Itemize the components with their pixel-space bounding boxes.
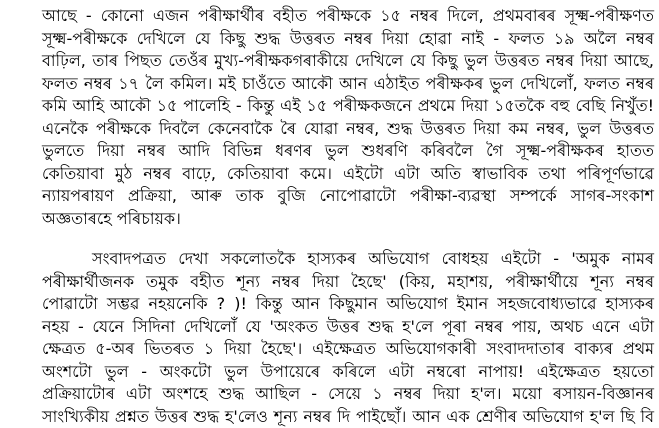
paragraph-1 [42, 5, 654, 230]
text-line: বাঢ়িল, তাৰ পিছত তেওঁৰ মুখ্য-পৰীক্ষকগৰাকীয়ে দেখিলে যে কিছু ভুল উত্তৰত নম্বৰ দিয়া আছে, [42, 51, 654, 70]
text-line: সাংখ্যিকীয় প্ৰশ্নত উত্তৰ শুদ্ধ হ'লেও শূন্য নম্বৰ দি পাইছোঁ। আন এক শ্ৰেণীৰ অভিযোগ হ'ল ছি বি [42, 406, 654, 426]
text-line: অজ্ঞতাৰহে পৰিচায়ক। [42, 208, 181, 228]
text-line: ফলত নম্বৰ ১৭ লৈ কমিল। মই চাওঁতে আকৌ আন এঠাইত পৰীক্ষকৰ ভুল দেখিলোঁ, ফলত নম্বৰ [42, 73, 654, 93]
text-line: ন্যায়পৰায়ণ প্ৰক্ৰিয়া, আৰু তাক বুজি নোপোৱাটো পৰীক্ষা-ব্যৱস্থা সম্পৰ্কে সাগৰ-সংকাশ [42, 186, 654, 205]
text-line: ক্ষেত্ৰত ৫-অৰ ভিতৰত ১ দিয়া হৈছে'। এইক্ষেত্ৰত অভিযোগকাৰী সংবাদদাতাৰ বাক্যৰ প্ৰথম [42, 339, 654, 358]
text-line: পোৱাটো সম্ভৱ নহয়নেকি ? )! কিন্তু আন কিছুমান অভিযোগ ইমান সহজবোধ্যভাৱে হাস্যকৰ [42, 294, 654, 313]
paragraph-2 [42, 248, 654, 428]
text-line: নহয় - যেনে সিদিনা দেখিলোঁ যে 'অংকত উত্তৰ শুদ্ধ হ'লে পূৰা নম্বৰ পায়, অথচ এনে এটা [42, 316, 654, 336]
text-line: ভুলতে দিয়া নম্বৰ আদি বিভিন্ন ধৰণৰ ভুল শুধৰণি কৰিবলৈ গৈ সূক্ষ্ম-পৰীক্ষকৰ হাতত [42, 141, 654, 160]
text-line: আছে - কোনো এজন পৰীক্ষাৰ্থীৰ বহীত পৰীক্ষকে ১৫ নম্বৰ দিলে, প্ৰথমবাৰৰ সূক্ষ্ম-পৰীক্ষণত [42, 6, 654, 25]
text-line: সূক্ষ্ম-পৰীক্ষকে দেখিলে যে কিছু শুদ্ধ উত্তৰত নম্বৰ দিয়া হোৱা নাই - ফলত ১৯ অলৈ নম্বৰ [42, 28, 654, 48]
text-line: এনেকৈ পৰীক্ষকে দিবলৈ কেনেবাকৈ ৰৈ যোৱা নম্বৰ, শুদ্ধ উত্তৰত দিয়া কম নম্বৰ, ভুল উত্তৰত [42, 118, 654, 138]
text-line: কেতিয়াবা মুঠ নম্বৰ বাঢ়ে, কেতিয়াবা কমে। এইটো এটা অতি স্বাভাবিক তথা পৰিপূৰ্ণভাৱে [42, 163, 654, 183]
text-line: প্ৰক্ৰিয়াটোৰ এটা অংশহে শুদ্ধ আছিল - সেয়ে ১ নম্বৰ দিয়া হ'ল। ময়ো ৰসায়ন-বিজ্ঞানৰ [42, 384, 654, 403]
text-line: পৰীক্ষাৰ্থীজনক তমুক বহীত শূন্য নম্বৰ দিয়া হৈছে' (কিয়, মহাশয়, পৰীক্ষাৰ্থীয়ে শূন্য নম্বৰ [42, 271, 654, 291]
text-line: সংবাদপত্ৰত দেখা সকলোতকৈ হাস্যকৰ অভিযোগ বোধহয় এইটো - 'অমুক নামৰ [92, 249, 654, 268]
text-line: কমি আহি আকৌ ১৫ পালেহি - কিন্তু এই ১৫ পৰীক্ষকজনে প্ৰথমে দিয়া ১৫তকৈ বহু বেছি নিখুঁত! [42, 96, 654, 115]
text-line: অংশটো ভুল - অংকটো ভুল উপায়েৰে কৰিলে এটা নম্বৰো নাপায়! এইক্ষেত্ৰত হয়তো [42, 361, 654, 381]
